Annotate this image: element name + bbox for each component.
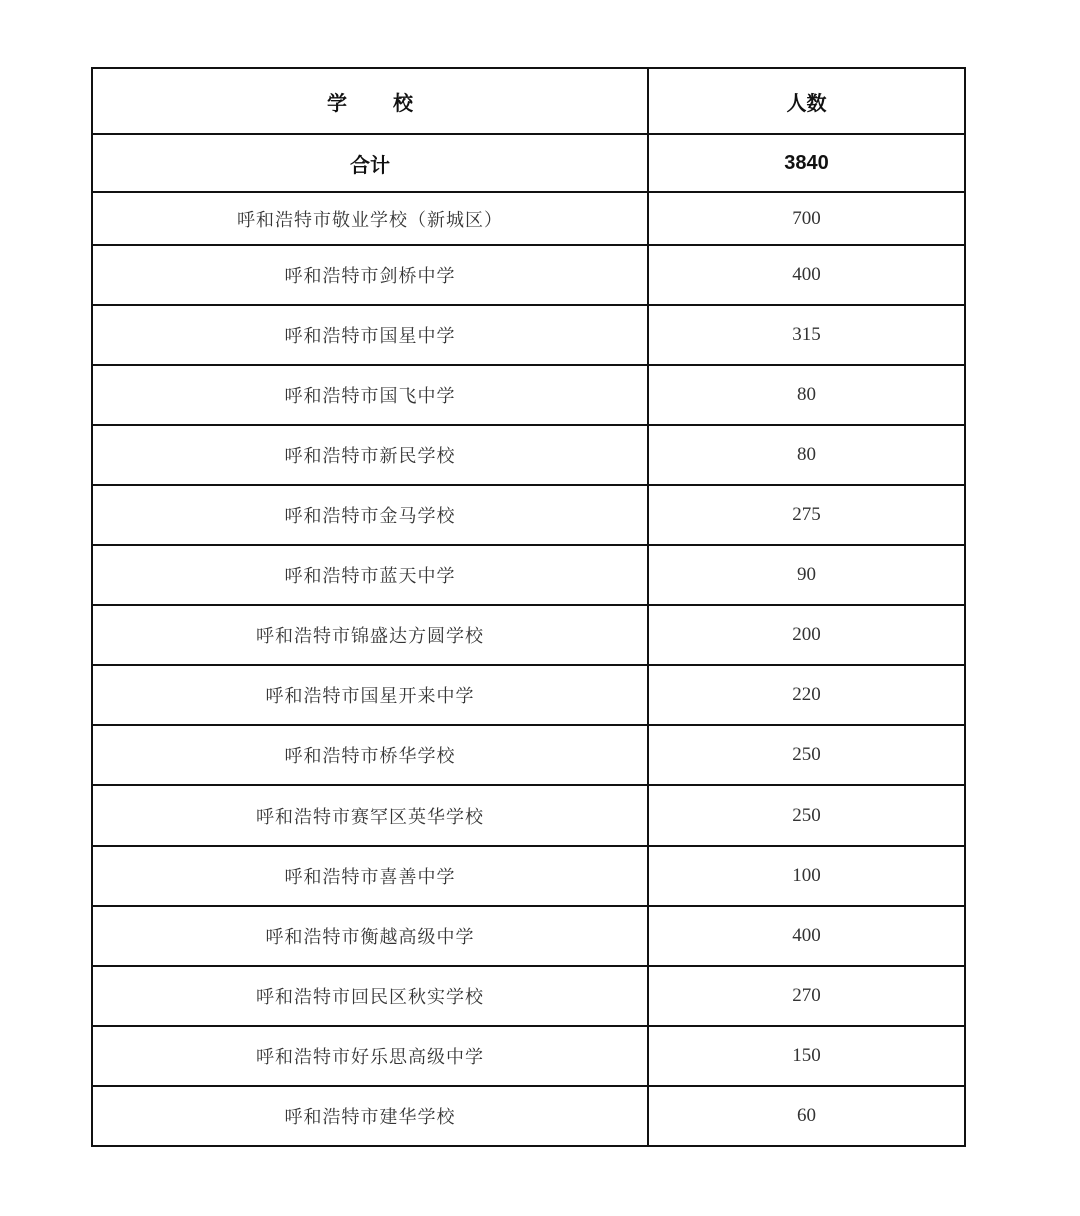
table-row: [92, 192, 965, 245]
table-row: [92, 305, 965, 365]
student-count: 315: [648, 305, 965, 365]
student-count: 150: [648, 1026, 965, 1086]
school-name: 呼和浩特市好乐思高级中学: [92, 1026, 648, 1086]
student-count: 100: [648, 846, 965, 906]
table-row: [92, 906, 965, 966]
school-name: 呼和浩特市金马学校: [92, 485, 648, 545]
school-name: 呼和浩特市回民区秋实学校: [92, 966, 648, 1026]
student-count: 400: [648, 906, 965, 966]
student-count: 250: [648, 725, 965, 785]
school-name: 呼和浩特市喜善中学: [92, 846, 648, 906]
student-count: 60: [648, 1086, 965, 1146]
header-school: [92, 68, 648, 134]
school-name: 呼和浩特市蓝天中学: [92, 545, 648, 605]
table-row: [92, 1086, 965, 1146]
total-label: 合计: [92, 134, 648, 192]
student-count: 250: [648, 785, 965, 846]
table-row: [92, 846, 965, 906]
student-count: 220: [648, 665, 965, 725]
table-row: [92, 545, 965, 605]
table-row: [92, 365, 965, 425]
school-enrollment-table: [91, 67, 966, 1147]
school-name: 呼和浩特市锦盛达方圆学校: [92, 605, 648, 665]
school-name: 呼和浩特市国飞中学: [92, 365, 648, 425]
student-count: 80: [648, 365, 965, 425]
table-row: [92, 605, 965, 665]
school-name: 呼和浩特市衡越高级中学: [92, 906, 648, 966]
table-row: [92, 485, 965, 545]
school-name: 呼和浩特市建华学校: [92, 1086, 648, 1146]
total-row: [92, 134, 965, 192]
student-count: 200: [648, 605, 965, 665]
school-name: 呼和浩特市赛罕区英华学校: [92, 785, 648, 846]
student-count: 400: [648, 245, 965, 305]
school-name: 呼和浩特市剑桥中学: [92, 245, 648, 305]
header-school-char-1: 学: [327, 90, 347, 115]
header-school-char-2: 校: [393, 90, 413, 115]
table-row: [92, 245, 965, 305]
table-row: [92, 785, 965, 846]
student-count: 80: [648, 425, 965, 485]
student-count: 275: [648, 485, 965, 545]
table-row: [92, 966, 965, 1026]
table-header-row: [92, 68, 965, 134]
table-row: [92, 725, 965, 785]
student-count: 700: [648, 192, 965, 245]
school-name: 呼和浩特市敬业学校（新城区）: [92, 192, 648, 245]
table-row: [92, 1026, 965, 1086]
student-count: 270: [648, 966, 965, 1026]
school-name: 呼和浩特市国星中学: [92, 305, 648, 365]
student-count: 90: [648, 545, 965, 605]
table-row: [92, 425, 965, 485]
total-value: 3840: [648, 134, 965, 192]
school-name: 呼和浩特市新民学校: [92, 425, 648, 485]
school-name: 呼和浩特市国星开来中学: [92, 665, 648, 725]
header-count: 人数: [648, 68, 965, 134]
school-name: 呼和浩特市桥华学校: [92, 725, 648, 785]
table-row: [92, 665, 965, 725]
